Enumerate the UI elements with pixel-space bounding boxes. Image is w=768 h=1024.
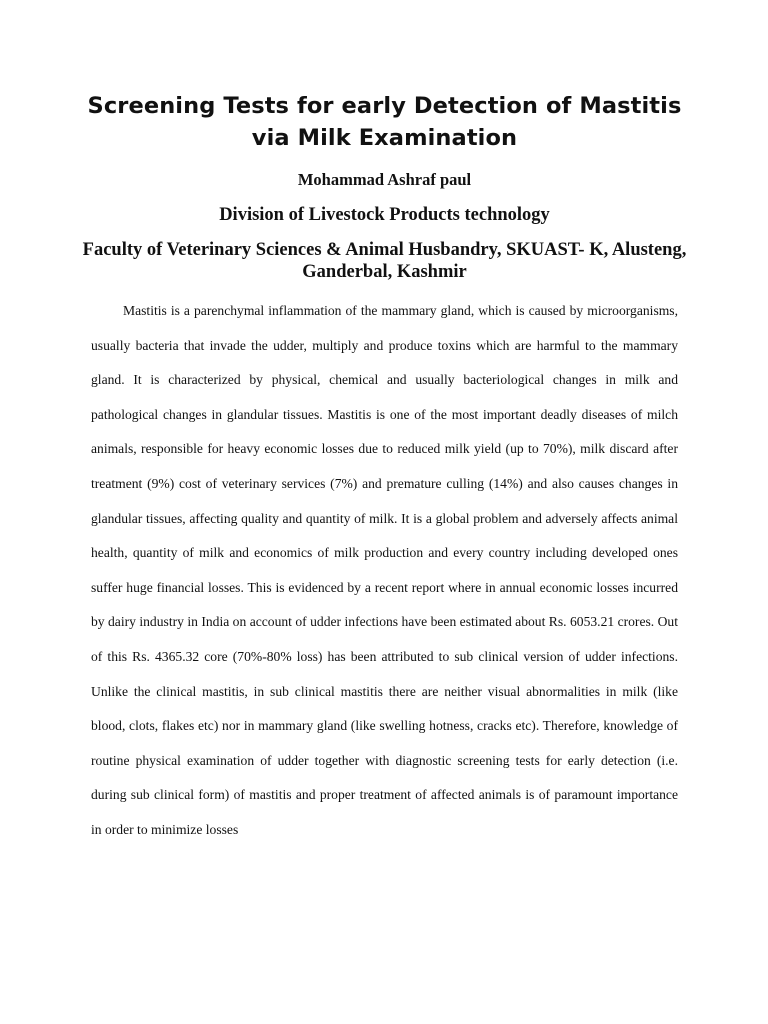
body-paragraph: Mastitis is a parenchymal inflammation of the mammary gland, which is caused by microorganisms, usually bacteria that invade the udder, multiply and produce toxins which are harmful to the mammary gland. It is characterized by physical, chemical and usually bacteriological changes in milk and pathological changes in glandular tissues. Mastitis is one of the most important deadly diseases of milch animals, responsible for heavy economic losses due to reduced milk yield (up to 70%), milk discard after treatment (9%) cost of veterinary services (7%) and premature culling (14%) and also causes changes in glandular tissues, affecting quality and quantity of milk. It is a global problem and adversely affects animal health, quantity of milk and economics of milk production and every country including developed ones suffer huge financial losses. This is evidenced by a recent report where in annual economic losses incurred by dairy industry in India on account of udder infections have been estimated about Rs. 6053.21 crores. Out of this Rs. 4365.32 core (70%-80% loss) has been attributed to sub clinical version of udder infections. Unlike the clinical mastitis, in sub clinical mastitis there are neither visual abnormalities in milk (like blood, clots, flakes etc) nor in mammary gland (like swelling hotness, cracks etc). Therefore, knowledge of routine physical examination of udder together with diagnostic screening tests for early detection (i.e. during sub clinical form) of mastitis and proper treatment of affected animals is of paramount importance in order to minimize losses xyxy=(91,303,678,837)
author-division: Division of Livestock Products technology xyxy=(219,205,550,225)
document-title: Screening Tests for early Detection of Mastitis via Milk Examination xyxy=(87,93,682,151)
author-name: Mohammad Ashraf paul xyxy=(297,170,472,189)
author-affiliation: Faculty of Veterinary Sciences & Animal Husbandry, SKUAST- K, Alusteng, Ganderbal, Kashmir xyxy=(82,240,687,282)
